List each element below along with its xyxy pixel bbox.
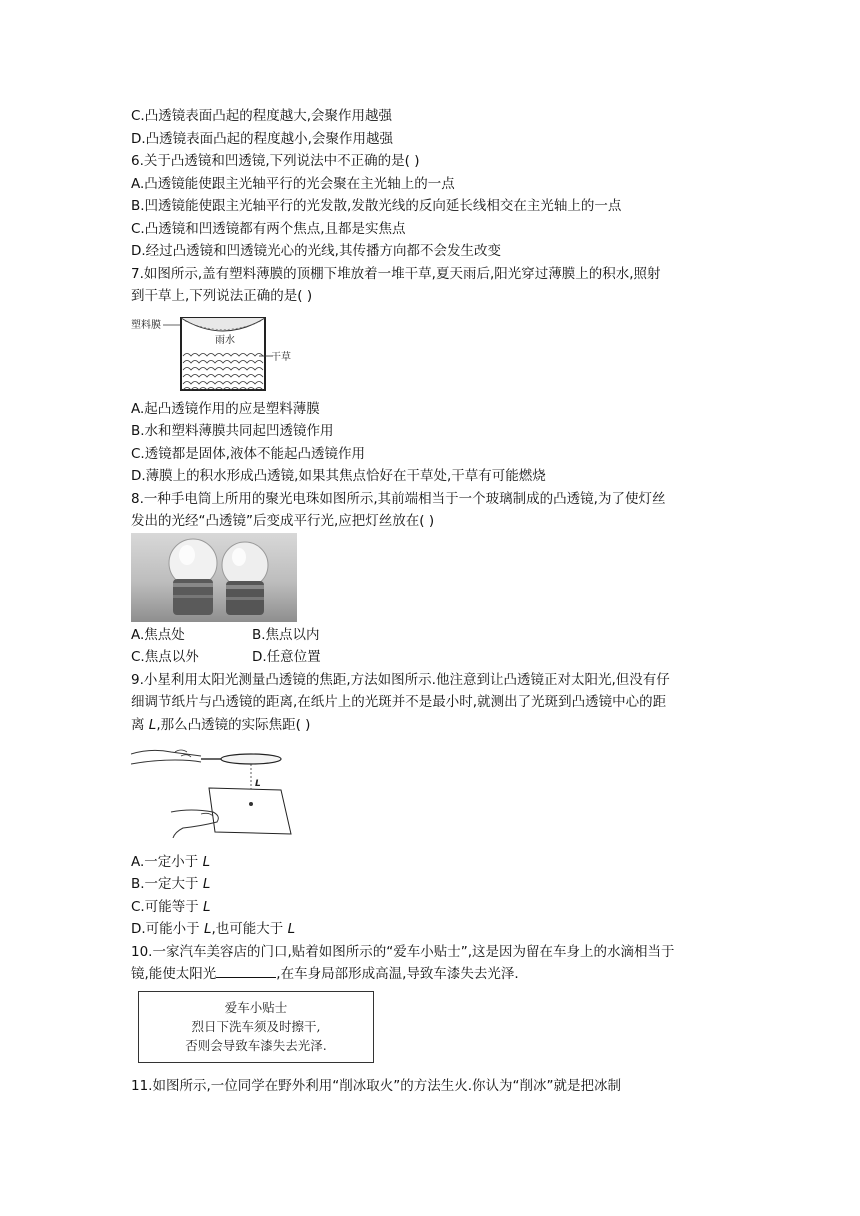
q10-answer-blank[interactable] (216, 965, 276, 978)
q9-stem-line1: 9.小星利用太阳光测量凸透镜的焦距,方法如图所示.他注意到让凸透镜正对太阳光,但没有仔 (131, 672, 670, 688)
notice-line-1: 烈日下洗车须及时擦干, (191, 1019, 321, 1034)
q8-option-b: B.焦点以内 (252, 627, 320, 643)
label-hay: 干草 (271, 352, 291, 363)
label-L: L (255, 779, 261, 789)
q5-option-c: C.凸透镜表面凸起的程度越大,会聚作用越强 (131, 108, 393, 124)
q7-stem-line1: 7.如图所示,盖有塑料薄膜的顶棚下堆放着一堆干草,夏天雨后,阳光穿过薄膜上的积水,照射 (131, 266, 661, 282)
q8-stem-line2: 发出的光经“凸透镜”后变成平行光,应把灯丝放在( ) (131, 513, 435, 529)
q7-option-b: B.水和塑料薄膜共同起凹透镜作用 (131, 423, 334, 439)
q10-stem-line1: 10.一家汽车美容店的门口,贴着如图所示的“爱车小贴士”,这是因为留在车身上的水滴相当于 (131, 944, 675, 960)
q6-option-d: D.经过凸透镜和凹透镜光心的光线,其传播方向都不会发生改变 (131, 243, 501, 259)
q9-option-d: D.可能小于 L,也可能大于 L (131, 921, 296, 937)
q8-option-c: C.焦点以外 (131, 649, 199, 665)
car-care-notice (138, 991, 374, 1063)
q8-stem-line1: 8.一种手电筒上所用的聚光电珠如图所示,其前端相当于一个玻璃制成的凸透镜,为了使灯丝 (131, 491, 666, 507)
q11-stem-line1: 11.如图所示,一位同学在野外利用“削冰取火”的方法生火.你认为“削冰”就是把冰制 (131, 1078, 622, 1094)
q9-stem-line3: 离 L,那么凸透镜的实际焦距( ) (131, 717, 311, 733)
notice-title: 爱车小贴士 (224, 1000, 288, 1015)
q8-option-a: A.焦点处 (131, 627, 185, 643)
label-rain-water: 雨水 (215, 335, 235, 346)
q6-option-c: C.凸透镜和凹透镜都有两个焦点,且都是实焦点 (131, 221, 406, 237)
q5-option-d: D.凸透镜表面凸起的程度越小,会聚作用越强 (131, 131, 393, 147)
hay-shed-figure (131, 312, 301, 394)
notice-line-2: 否则会导致车漆失去光泽. (185, 1038, 327, 1053)
q6-option-a: A.凸透镜能使跟主光轴平行的光会聚在主光轴上的一点 (131, 176, 455, 192)
label-plastic-film: 塑料膜 (131, 320, 161, 331)
q8-option-d: D.任意位置 (252, 649, 321, 665)
q6-option-b: B.凹透镜能使跟主光轴平行的光发散,发散光线的反向延长线相交在主光轴上的一点 (131, 198, 622, 214)
q7-stem-line2: 到干草上,下列说法正确的是( ) (131, 288, 313, 304)
q9-option-c: C.可能等于 L (131, 899, 211, 915)
q9-option-b: B.一定大于 L (131, 876, 211, 892)
q6-stem: 6.关于凸透镜和凹透镜,下列说法中不正确的是( ) (131, 153, 420, 169)
lens-focal-figure (131, 742, 311, 838)
q10-stem-line2: 镜,能使太阳光 ,在车身局部形成高温,导致车漆失去光泽. (131, 966, 519, 982)
q9-stem-line2: 细调节纸片与凸透镜的距离,在纸片上的光斑并不是最小时,就测出了光斑到凸透镜中心的距 (131, 694, 667, 710)
q7-option-c: C.透镜都是固体,液体不能起凸透镜作用 (131, 446, 366, 462)
q9-option-a: A.一定小于 L (131, 854, 211, 870)
q7-option-a: A.起凸透镜作用的应是塑料薄膜 (131, 401, 320, 417)
q7-option-d: D.薄膜上的积水形成凸透镜,如果其焦点恰好在干草处,干草有可能燃烧 (131, 468, 546, 484)
flashlight-bulbs-photo (131, 533, 297, 622)
